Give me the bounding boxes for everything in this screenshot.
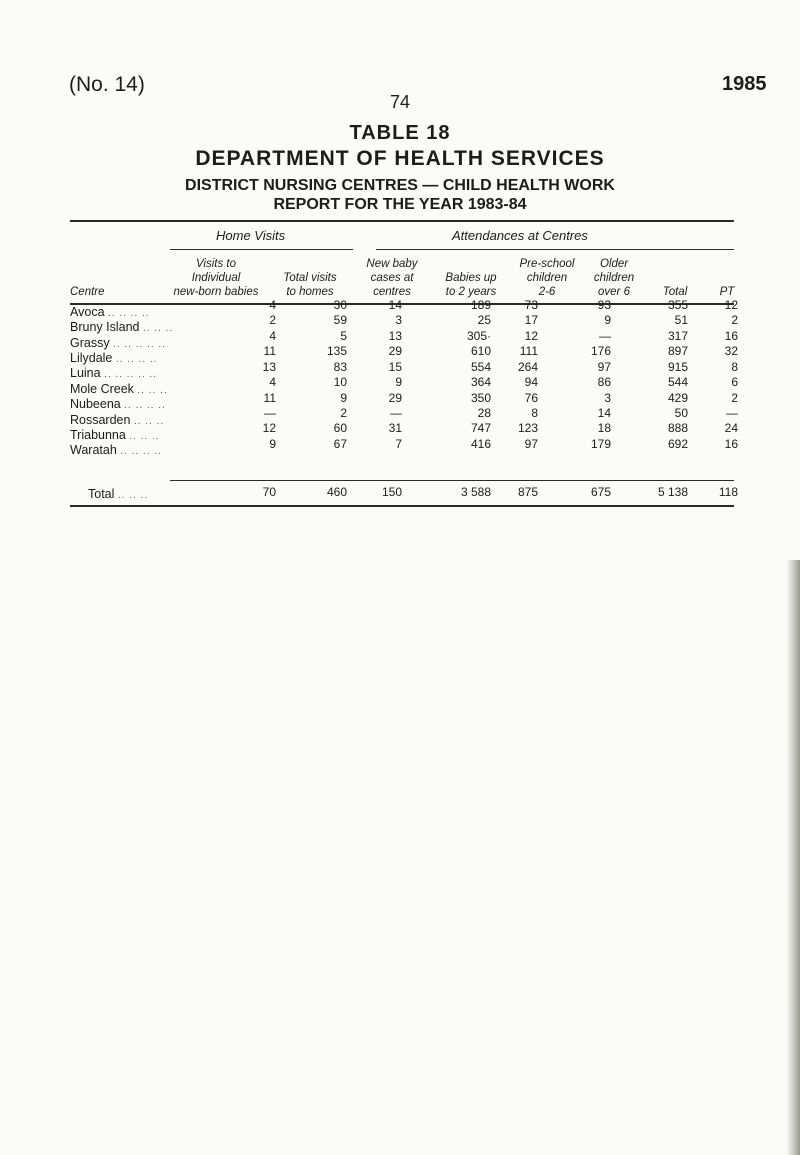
- row-label: [70, 351, 157, 365]
- centre-name: Nubeena: [70, 397, 121, 411]
- col-header-centre: Centre: [70, 286, 105, 298]
- cell-total: 50: [674, 406, 688, 420]
- centre-name: Waratah: [70, 443, 117, 457]
- cell-total-visits: 9: [340, 391, 347, 405]
- cell-babies: 189: [470, 298, 491, 312]
- total-preschool: 875: [517, 485, 538, 499]
- cell-babies: 350: [470, 391, 491, 405]
- cell-pt: 32: [724, 344, 738, 358]
- cell-older: 97: [597, 360, 611, 374]
- cell-total-visits: 59: [333, 313, 347, 327]
- row-label: [70, 336, 166, 350]
- cell-total: 51: [674, 313, 688, 327]
- table-title: TABLE 18: [349, 122, 451, 144]
- leader-dots: .. .. .. .. ..: [104, 369, 157, 380]
- cell-total-visits: 83: [333, 360, 347, 374]
- centre-name: Bruny Island: [70, 320, 140, 334]
- cell-older: 14: [597, 406, 611, 420]
- cell-total-visits: 2: [340, 406, 347, 420]
- total-visits-newborn: 70: [262, 485, 276, 499]
- col-header-visits-newborn: Visits to Individual new-born babies: [173, 258, 259, 298]
- cell-pt: 8: [731, 360, 738, 374]
- cell-visits-newborn: 2: [269, 313, 276, 327]
- cell-older: 3: [604, 391, 611, 405]
- cell-total: 897: [667, 344, 688, 358]
- department-title: DEPARTMENT OF HEALTH SERVICES: [195, 147, 605, 170]
- cell-visits-newborn: 9: [269, 437, 276, 451]
- cell-total: 317: [667, 329, 688, 343]
- cell-total: 429: [667, 391, 688, 405]
- leader-dots: .. .. .. ..: [124, 400, 166, 411]
- report-number: (No. 14): [69, 73, 145, 96]
- cell-total-visits: 10: [333, 375, 347, 389]
- cell-pt: 24: [724, 421, 738, 435]
- leader-dots: .. .. .. ..: [115, 354, 158, 365]
- total-total: 5 138: [657, 485, 688, 499]
- total-pt: 118: [718, 485, 738, 499]
- cell-preschool: 123: [517, 421, 538, 435]
- cell-preschool: 264: [517, 360, 538, 374]
- cell-visits-newborn: 13: [262, 360, 276, 374]
- col-header-preschool: Pre-school children 2-6: [519, 258, 575, 298]
- group-header-attendances: Attendances at Centres: [452, 228, 588, 243]
- leader-dots: .. .. ..: [133, 416, 165, 427]
- cell-preschool: 73: [524, 298, 538, 312]
- cell-total: 915: [667, 360, 688, 374]
- cell-total: 544: [667, 375, 688, 389]
- cell-older: 9: [604, 313, 611, 327]
- cell-babies: 747: [470, 421, 491, 435]
- cell-new-baby: —: [390, 406, 402, 420]
- total-row-label: Total .. .. ..: [88, 487, 149, 501]
- cell-preschool: 97: [524, 437, 538, 451]
- centre-name: Triabunna: [70, 428, 126, 442]
- cell-visits-newborn: 4: [269, 298, 276, 312]
- cell-older: 93: [597, 298, 611, 312]
- cell-preschool: 76: [524, 391, 538, 405]
- cell-total: 692: [667, 437, 688, 451]
- row-label: [70, 443, 162, 457]
- cell-babies: 416: [470, 437, 491, 451]
- cell-pt: 6: [731, 375, 738, 389]
- col-header-pt: PT: [719, 286, 735, 298]
- subtitle: DISTRICT NURSING CENTRES — CHILD HEALTH WORK: [185, 177, 615, 194]
- col-header-total-visits: Total visits to homes: [283, 272, 337, 298]
- row-label: [70, 413, 164, 427]
- centre-name: Rossarden: [70, 413, 131, 427]
- row-label: [70, 382, 168, 396]
- cell-older: —: [599, 329, 611, 343]
- report-period: REPORT FOR THE YEAR 1983-84: [273, 196, 527, 213]
- centre-name: Lilydale: [70, 351, 113, 365]
- centre-name: Grassy: [70, 336, 110, 350]
- cell-older: 176: [590, 344, 611, 358]
- total-total-visits: 460: [326, 485, 347, 499]
- total-older: 675: [590, 485, 611, 499]
- col-header-total: Total: [662, 286, 688, 298]
- col-header-older: Older children over 6: [593, 258, 635, 298]
- cell-new-baby: 3: [395, 313, 402, 327]
- cell-visits-newborn: 11: [263, 344, 276, 358]
- total-new-baby: 150: [381, 485, 402, 499]
- leader-dots: .. .. ..: [129, 431, 160, 442]
- cell-pt: 16: [724, 437, 738, 451]
- cell-pt: 16: [724, 329, 738, 343]
- row-label: [70, 428, 160, 442]
- total-top-rule: [170, 480, 734, 481]
- page-number: 74: [389, 92, 411, 112]
- cell-older: 86: [597, 375, 611, 389]
- cell-pt: 2: [731, 313, 738, 327]
- cell-babies: 28: [477, 406, 491, 420]
- col-header-new-baby: New baby cases at centres: [366, 258, 418, 298]
- centre-name: Luina: [70, 366, 101, 380]
- cell-preschool: 111: [519, 344, 538, 358]
- cell-babies: 25: [477, 313, 491, 327]
- cell-preschool: 94: [524, 375, 538, 389]
- leader-dots: .. .. .. ..: [120, 446, 162, 457]
- cell-older: 18: [597, 421, 611, 435]
- leader-dots: .. .. ..: [137, 385, 168, 396]
- home-visits-underline: [170, 249, 353, 250]
- cell-total-visits: 60: [333, 421, 347, 435]
- cell-new-baby: 7: [395, 437, 402, 451]
- cell-new-baby: 29: [388, 391, 402, 405]
- table-bottom-rule: [70, 505, 734, 507]
- leader-dots: .. .. .. ..: [108, 308, 150, 319]
- cell-preschool: 17: [524, 313, 538, 327]
- cell-preschool: 12: [524, 329, 538, 343]
- table-top-rule: [70, 220, 734, 222]
- cell-visits-newborn: —: [264, 406, 276, 420]
- cell-total-visits: 135: [326, 344, 347, 358]
- cell-total-visits: 67: [333, 437, 347, 451]
- cell-pt: —: [726, 406, 738, 420]
- page-edge-shadow: [786, 560, 800, 1155]
- cell-new-baby: 31: [388, 421, 402, 435]
- cell-visits-newborn: 12: [262, 421, 276, 435]
- cell-visits-newborn: 4: [269, 329, 276, 343]
- cell-preschool: 8: [531, 406, 538, 420]
- leader-dots: .. .. .. .. ..: [113, 339, 166, 350]
- row-label: [70, 320, 173, 334]
- cell-visits-newborn: 11: [263, 391, 276, 405]
- row-label: [70, 366, 157, 380]
- centre-name: Mole Creek: [70, 382, 134, 396]
- cell-pt: 2: [731, 391, 738, 405]
- cell-total-visits: 30: [333, 298, 347, 312]
- cell-pt: 12: [724, 298, 738, 312]
- cell-babies: 554: [470, 360, 491, 374]
- cell-babies: 305·: [466, 329, 491, 343]
- leader-dots: .. .. ..: [142, 323, 174, 334]
- row-label: [70, 397, 166, 411]
- cell-new-baby: 13: [388, 329, 402, 343]
- cell-new-baby: 9: [395, 375, 402, 389]
- cell-visits-newborn: 4: [269, 375, 276, 389]
- cell-total-visits: 5: [340, 329, 347, 343]
- cell-new-baby: 15: [388, 360, 402, 374]
- total-babies: 3 588: [460, 485, 491, 499]
- cell-total: 888: [667, 421, 688, 435]
- col-header-babies: Babies up to 2 years: [445, 272, 497, 298]
- cell-older: 179: [590, 437, 611, 451]
- cell-new-baby: 14: [388, 298, 402, 312]
- attendances-underline: [376, 249, 734, 250]
- cell-babies: 610: [470, 344, 491, 358]
- cell-new-baby: 29: [388, 344, 402, 358]
- centre-name: Avoca: [70, 305, 105, 319]
- cell-babies: 364: [470, 375, 491, 389]
- report-year: 1985: [722, 73, 767, 95]
- group-header-home-visits: Home Visits: [216, 228, 286, 243]
- row-label: [70, 305, 150, 319]
- cell-total: 355: [667, 298, 688, 312]
